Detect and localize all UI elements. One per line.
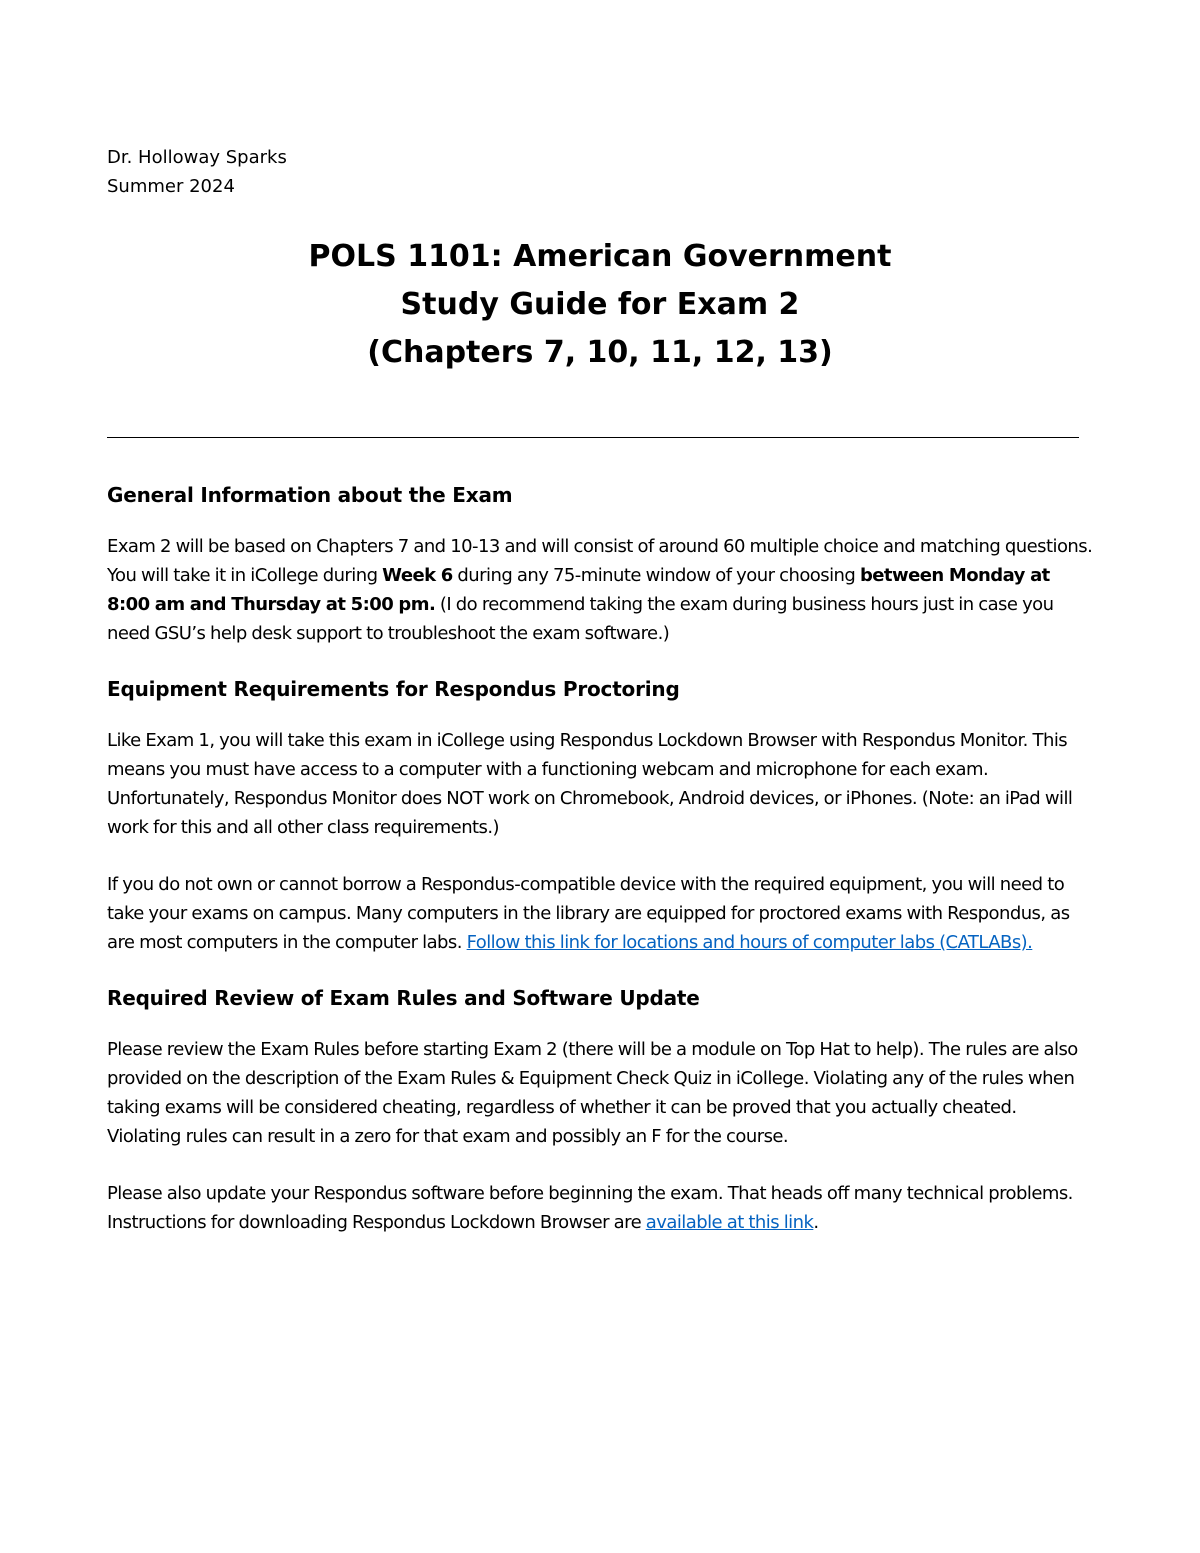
- bold-exam-window: between Monday at 8:00 am and Thursday at 5:00 pm.: [107, 565, 1050, 615]
- title-line-chapters: (Chapters 7, 10, 11, 12, 13): [367, 335, 833, 370]
- section-general-information: [107, 480, 1093, 648]
- catlabs-link[interactable]: Follow this link for locations and hours of computer labs (CATLABs).: [466, 932, 1033, 953]
- section-equipment-requirements: [107, 674, 1093, 957]
- respondus-download-link[interactable]: available at this link: [645, 1212, 814, 1233]
- campus-paragraph: [107, 870, 1093, 957]
- document-body: [107, 480, 1093, 1265]
- text-run: If you do not own or cannot borrow a Respondus-compatible device with the required equipment, you will need to take your exams on campus. Many computers in the library are equipped for proctored exams with Respondus, as are most computers in the computer labs.: [107, 874, 1070, 953]
- exam-rules-paragraph: Please review the Exam Rules before starting Exam 2 (there will be a module on Top Hat to help). The rules are also provided on the description of the Exam Rules & Equipment Check Quiz in iCollege. Violating any of the rules when taking exams will be considered cheating, regardless of whether it can be proved that you actually cheated. Violating rules can result in a zero for that exam and possibly an F for the course.: [107, 1039, 1078, 1147]
- title-line-guide: Study Guide for Exam 2: [400, 287, 800, 322]
- text-run: during any 75-minute window of your choosing: [452, 565, 860, 586]
- document-title: [0, 233, 1200, 377]
- text-run: Please also update your Respondus software before beginning the exam. That heads off many technical problems. Instructions for downloading Respondus Lockdown Browser are: [107, 1183, 1073, 1233]
- text-run: Exam 2 will be based on Chapters 7 and 10-13 and will consist of around 60 multiple choice and matching questions. You will take it in iCollege during: [107, 536, 1093, 586]
- term: Summer 2024: [107, 176, 235, 197]
- text-run: .: [813, 1212, 819, 1233]
- equipment-paragraph: Like Exam 1, you will take this exam in iCollege using Respondus Lockdown Browser with Respondus Monitor. This means you must have access to a computer with a functioning webcam and microphone for each exam. Unfortunately, Respondus Monitor does NOT work on Chromebook, Android devices, or iPhones. (Note: an iPad will work for this and all other class requirements.): [107, 730, 1073, 838]
- section-heading: Required Review of Exam Rules and Software Update: [107, 986, 700, 1010]
- text-run: (I do recommend taking the exam during business hours just in case you need GSU’s help desk support to troubleshoot the exam software.): [107, 594, 1054, 644]
- horizontal-divider: [107, 437, 1079, 438]
- general-info-paragraph: [107, 532, 1093, 648]
- section-heading: General Information about the Exam: [107, 483, 513, 507]
- author-name: Dr. Holloway Sparks: [107, 147, 287, 168]
- title-line-course: POLS 1101: American Government: [308, 239, 892, 274]
- author-block: [107, 143, 287, 201]
- bold-week: Week 6: [382, 565, 453, 586]
- section-exam-rules: [107, 983, 1093, 1237]
- software-update-paragraph: [107, 1179, 1093, 1237]
- section-heading: Equipment Requirements for Respondus Proctoring: [107, 677, 680, 701]
